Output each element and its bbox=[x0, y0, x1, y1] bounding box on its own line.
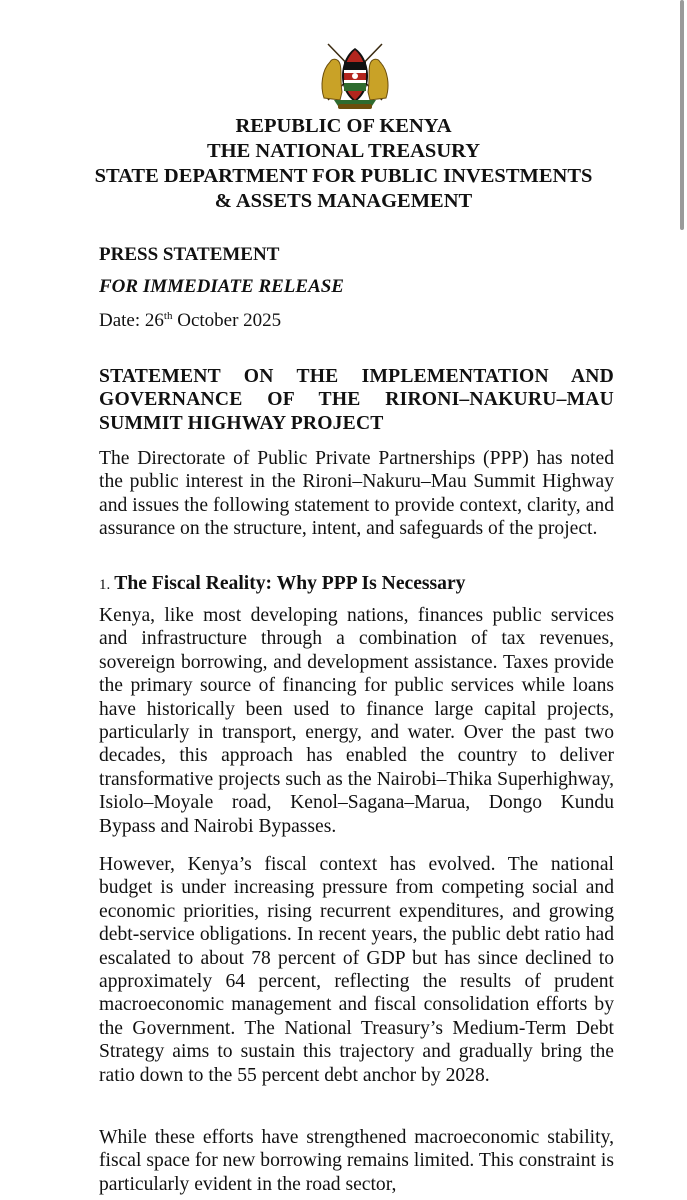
immediate-release-label: FOR IMMEDIATE RELEASE bbox=[99, 276, 344, 297]
header-line-treasury: THE NATIONAL TREASURY bbox=[206, 140, 481, 162]
header-line-state-department: STATE DEPARTMENT FOR PUBLIC INVESTMENTS bbox=[94, 165, 593, 187]
press-statement-label: PRESS STATEMENT bbox=[99, 244, 280, 265]
statement-title: STATEMENT ON THE IMPLEMENTATION AND GOVERNANCE OF THE RIRONI–NAKURU–MAU SUMMIT HIGHWAY PROJECT bbox=[99, 366, 614, 434]
section-1-heading bbox=[99, 573, 465, 595]
section-number: 1. bbox=[99, 577, 111, 593]
header-line-republic: REPUBLIC OF KENYA bbox=[235, 115, 452, 137]
kenya-coat-of-arms-icon bbox=[318, 40, 392, 110]
paragraph-fiscal-financing: Kenya, like most developing nations, finances public services and infrastructure through a combination of tax revenues, sovereign borrowing, and development assistance. Taxes provide the primary source of financing for public services while loans have historically been used to finance large capital projects, particularly in transport, energy, and water. Over the past two decades, this approach has enabled the country to deliver transformative projects such as the Nairobi–Thika Superhighway, Isiolo–Moyale road, Kenol–Sagana–Marua, Dongo Kundu Bypass and Nairobi Bypasses. bbox=[99, 605, 614, 837]
intro-paragraph: The Directorate of Public Private Partnerships (PPP) has noted the public interest in the Rironi–Nakuru–Mau Summit Highway and issues the following statement to provide context, clarity, and assurance on the structure, intent, and safeguards of the project. bbox=[99, 448, 614, 540]
paragraph-fiscal-space: While these efforts have strengthened macroeconomic stability, fiscal space for new borrowing remains limited. This constraint is particularly evident in the road sector, bbox=[99, 1127, 614, 1195]
statement-date bbox=[99, 310, 281, 332]
header-line-assets: & ASSETS MANAGEMENT bbox=[214, 190, 473, 212]
issuer-header bbox=[0, 114, 687, 214]
date-ordinal: th bbox=[163, 310, 173, 322]
date-suffix: October 2025 bbox=[172, 310, 282, 331]
section-title: The Fiscal Reality: Why PPP Is Necessary bbox=[114, 573, 466, 594]
date-prefix: Date: 26 bbox=[99, 310, 164, 331]
paragraph-fiscal-context: However, Kenya’s fiscal context has evolved. The national budget is under increasing pressure from competing social and economic priorities, rising recurrent expenditures, and growing debt-service obligations. In recent years, the public debt ratio had escalated to about 78 percent of GDP but has since declined to approximately 64 percent, reflecting the results of prudent macroeconomic management and fiscal consolidation efforts by the Government. The National Treasury’s Medium-Term Debt Strategy aims to sustain this trajectory and gradually bring the ratio down to the 55 percent debt anchor by 2028. bbox=[99, 854, 614, 1086]
